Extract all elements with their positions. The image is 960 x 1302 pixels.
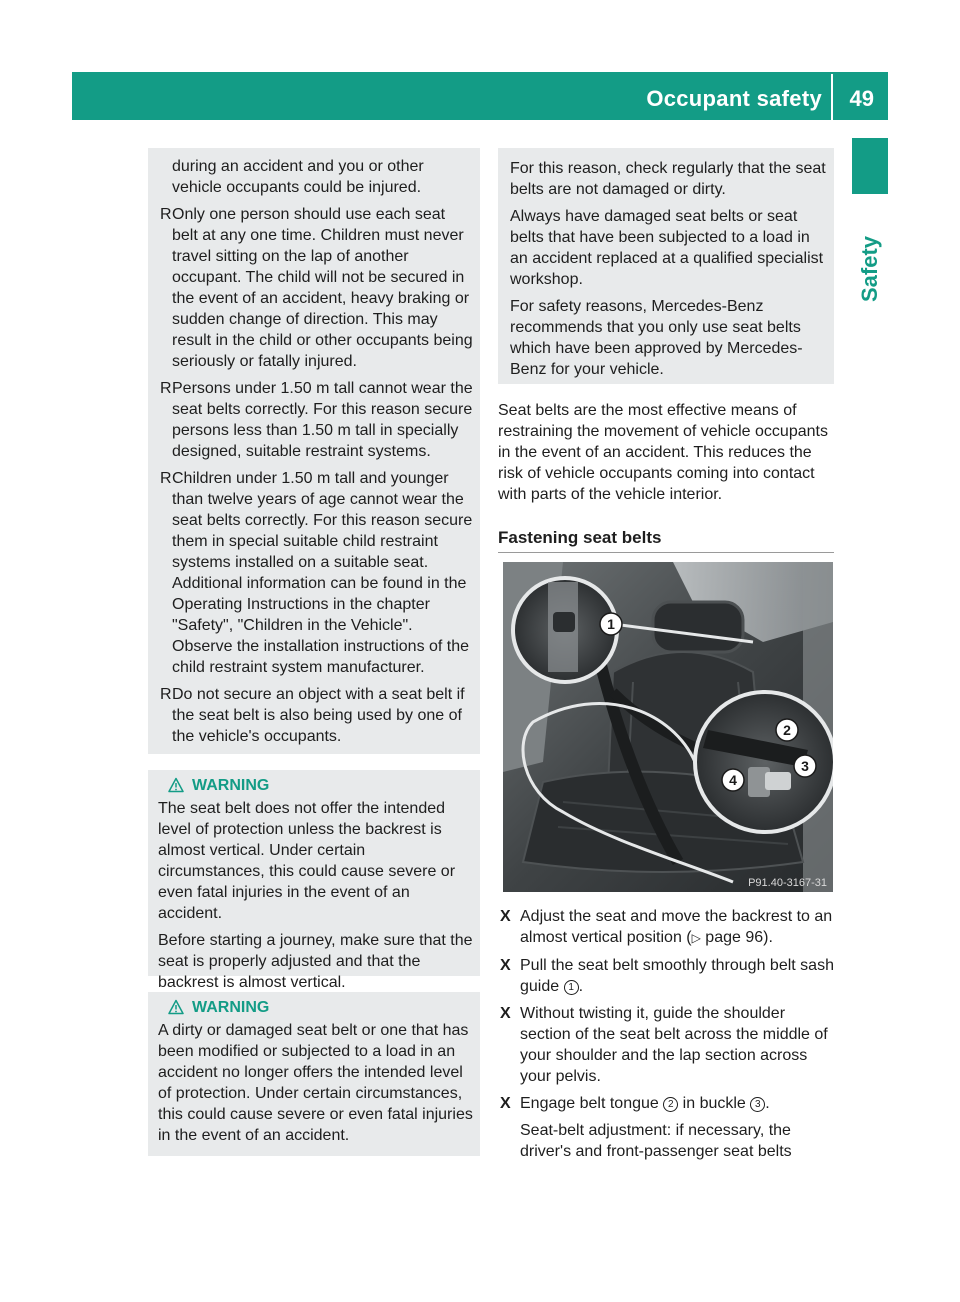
callout-number: 2 bbox=[663, 1097, 678, 1112]
step-marker-icon: X bbox=[500, 1095, 511, 1112]
warning-heading bbox=[168, 996, 474, 1018]
list-item: R Persons under 1.50 m tall cannot wear the seat belts correctly. For this reason secure persons less than 1.50 m tall in specially designed, suitable restraint systems. bbox=[160, 380, 473, 460]
step-item: X Pull the seat belt smoothly through belt sash guide 1 . bbox=[500, 957, 834, 995]
page-ref-arrow-icon: ▷ bbox=[691, 931, 701, 945]
header-title: Occupant safety bbox=[646, 86, 822, 111]
figure-caption: P91.40-3167-31 bbox=[748, 877, 827, 889]
callout-number: 1 bbox=[564, 980, 579, 995]
section-heading: Fastening seat belts bbox=[498, 528, 662, 547]
warning-box-backrest bbox=[148, 770, 480, 991]
warning-label: WARNING bbox=[192, 776, 270, 794]
seat-belt-illustration bbox=[503, 562, 833, 892]
seat-belt-photo bbox=[503, 562, 833, 892]
section-tab-marker bbox=[852, 138, 888, 194]
step-item: X Without twisting it, guide the shoulder section of the seat belt across the middle of your shoulder and the lap section across your pelvis. bbox=[500, 1005, 828, 1085]
page-header bbox=[72, 72, 888, 120]
continuation-text: during an accident and you or other vehicle occupants could be injured. bbox=[172, 158, 424, 196]
info-text: For this reason, check regularly that the seat belts are not damaged or dirty. bbox=[510, 160, 826, 198]
page-ref-link[interactable]: page 96). bbox=[700, 929, 773, 946]
step-item: X Adjust the seat and move the backrest to an almost vertical position (▷ page 96). bbox=[500, 908, 833, 946]
list-item: R Children under 1.50 m tall and younger than twelve years of age cannot wear the seat belts correctly. For this reason secure them in special suitable child restraint systems installed on a suitable seat. Additional information can be found in the Operating Instructions in the chapter "Safety", "Children in the Vehicle". Observe the installation instructions of the child restraint system manufacturer. bbox=[160, 470, 473, 676]
callout-number: 3 bbox=[750, 1097, 765, 1112]
bullet-list bbox=[160, 204, 474, 747]
intro-paragraph: Seat belts are the most effective means of restraining the movement of vehicle occupants in the event of an accident. This reduces the risk of vehicle occupants coming into contact with parts of the vehicle interior. bbox=[498, 402, 828, 503]
step-marker-icon: X bbox=[500, 908, 511, 925]
info-text: Always have damaged seat belts or seat belts that have been subjected to a load in an accident replaced at a qualified specialist workshop. bbox=[510, 208, 824, 288]
bullet-icon: R bbox=[160, 380, 172, 397]
marker-1-label: 1 bbox=[607, 616, 615, 632]
section-tab-text: Safety bbox=[857, 235, 882, 303]
instruction-steps bbox=[500, 906, 836, 1168]
marker-4-label: 4 bbox=[729, 772, 737, 788]
section-tab-label bbox=[852, 204, 888, 334]
step-continuation: Seat-belt adjustment: if necessary, the driver's and front-passenger seat belts bbox=[520, 1122, 792, 1160]
warning-text: Before starting a journey, make sure that the seat is properly adjusted and that the backrest is almost vertical. bbox=[158, 932, 473, 991]
header-divider bbox=[831, 74, 833, 120]
warning-triangle-icon bbox=[168, 777, 184, 793]
page-number: 49 bbox=[849, 86, 874, 111]
bullet-icon: R bbox=[160, 470, 172, 487]
step-marker-icon: X bbox=[500, 957, 511, 974]
step-item: X Engage belt tongue 2 in buckle 3 . Seat-belt adjustment: if necessary, the driver's and front-passenger seat belts bbox=[500, 1093, 836, 1162]
bullet-icon: R bbox=[160, 686, 172, 703]
warning-text: The seat belt does not offer the intended level of protection unless the backrest is almost vertical. Under certain circumstances, this could cause severe or even fatal injuries in the event of an accident. bbox=[158, 800, 456, 922]
step-marker-icon: X bbox=[500, 1005, 511, 1022]
warning-triangle-icon bbox=[168, 999, 184, 1015]
warning-label: WARNING bbox=[192, 998, 270, 1016]
marker-2-label: 2 bbox=[783, 722, 791, 738]
marker-3-label: 3 bbox=[801, 758, 809, 774]
right-info-box bbox=[498, 148, 834, 384]
bullet-icon: R bbox=[160, 206, 172, 223]
info-text: For safety reasons, Mercedes-Benz recommends that you only use seat belts which have been approved by Mercedes-Benz for your vehicle. bbox=[510, 298, 803, 378]
warning-text: A dirty or damaged seat belt or one that has been modified or subjected to a load in an accident no longer offers the intended level of protection. Under certain circumstances, this could cause severe or even fatal injuries in the event of an accident. bbox=[158, 1022, 473, 1144]
list-item: R Only one person should use each seat belt at any one time. Children must never travel sitting on the lap of another occupant. The child will not be secured in the event of an accident, heavy braking or sudden change of direction. This may result in the child or other occupants being seriously or fatally injured. bbox=[160, 206, 473, 370]
left-info-box bbox=[148, 148, 480, 754]
warning-heading bbox=[168, 774, 474, 796]
section-divider bbox=[498, 552, 834, 553]
list-item: R Do not secure an object with a seat belt if the seat belt is also being used by one of the vehicle's occupants. bbox=[160, 686, 465, 745]
warning-box-damaged-belt bbox=[148, 992, 480, 1156]
